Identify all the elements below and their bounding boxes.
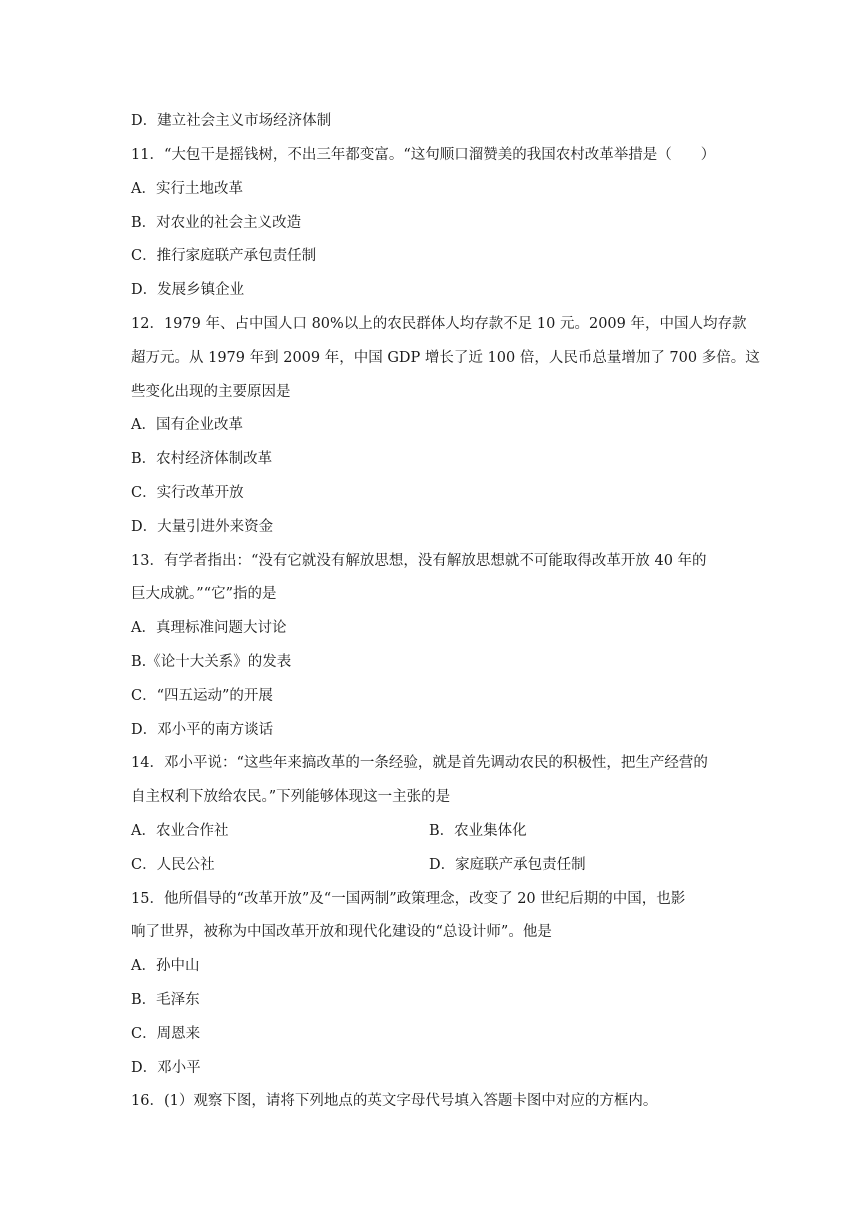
q15-stem-line-2: 响了世界，被称为中国改革开放和现代化建设的“总设计师”。他是 [131, 924, 552, 940]
q12-stem-line-3: 些变化出现的主要原因是 [131, 384, 291, 400]
q12-option-c: C．实行改革开放 [131, 485, 244, 501]
q12-stem-line-2: 超万元。从 1979 年到 2009 年，中国 GDP 增长了近 100 倍，人民币总量增加了 700 多倍。这 [131, 350, 760, 366]
q13-option-b: B.《论十大关系》的发表 [131, 654, 292, 670]
q11-option-b: B．对农业的社会主义改造 [131, 215, 302, 231]
q14-option-b: B．农业集体化 [429, 823, 527, 839]
q15-option-b: B．毛泽东 [131, 992, 200, 1008]
q12-stem-line-1: 12．1979 年、占中国人口 80%以上的农民群体人均存款不足 10 元。2009 年，中国人均存款 [131, 316, 747, 332]
q11-option-d: D．发展乡镇企业 [131, 282, 245, 298]
q13-stem-line-1: 13．有学者指出：“没有它就没有解放思想，没有解放思想就不可能取得改革开放 40 年的 [131, 553, 707, 569]
q16-stem: 16．(1）观察下图，请将下列地点的英文字母代号填入答题卡图中对应的方框内。 [131, 1093, 658, 1109]
q13-option-a: A．真理标准问题大讨论 [131, 620, 287, 636]
q11-stem: 11．“大包干是摇钱树，不出三年都变富。“这句顺口溜赞美的我国农村改革举措是（ ） [131, 147, 716, 163]
q12-option-d: D．大量引进外来资金 [131, 519, 274, 535]
q14-option-c: C．人民公社 [131, 857, 215, 873]
q14-option-d: D．家庭联产承包责任制 [429, 857, 586, 873]
q14-stem-line-1: 14．邓小平说：“这些年来搞改革的一条经验，就是首先调动农民的积极性，把生产经营的 [131, 755, 708, 771]
q12-option-a: A．国有企业改革 [131, 417, 243, 433]
q15-option-c: C．周恩来 [131, 1026, 201, 1042]
q10-option-d: D．建立社会主义市场经济体制 [131, 113, 332, 129]
q13-option-d: D．邓小平的南方谈话 [131, 722, 274, 738]
q13-option-c: C．“四五运动”的开展 [131, 688, 273, 704]
q12-option-b: B．农村经济体制改革 [131, 451, 273, 467]
q14-stem-line-2: 自主权利下放给农民。”下列能够体现这一主张的是 [131, 789, 451, 805]
q15-option-a: A．孙中山 [131, 958, 200, 974]
q11-option-a: A．实行土地改革 [131, 181, 243, 197]
q11-option-c: C．推行家庭联产承包责任制 [131, 248, 317, 264]
q13-stem-line-2: 巨大成就。”“它”指的是 [131, 586, 277, 602]
q15-stem-line-1: 15．他所倡导的“改革开放”及“一国两制”政策理念，改变了 20 世纪后期的中国，也影 [131, 891, 686, 907]
q14-option-a: A．农业合作社 [131, 823, 229, 839]
q15-option-d: D．邓小平 [131, 1060, 201, 1076]
